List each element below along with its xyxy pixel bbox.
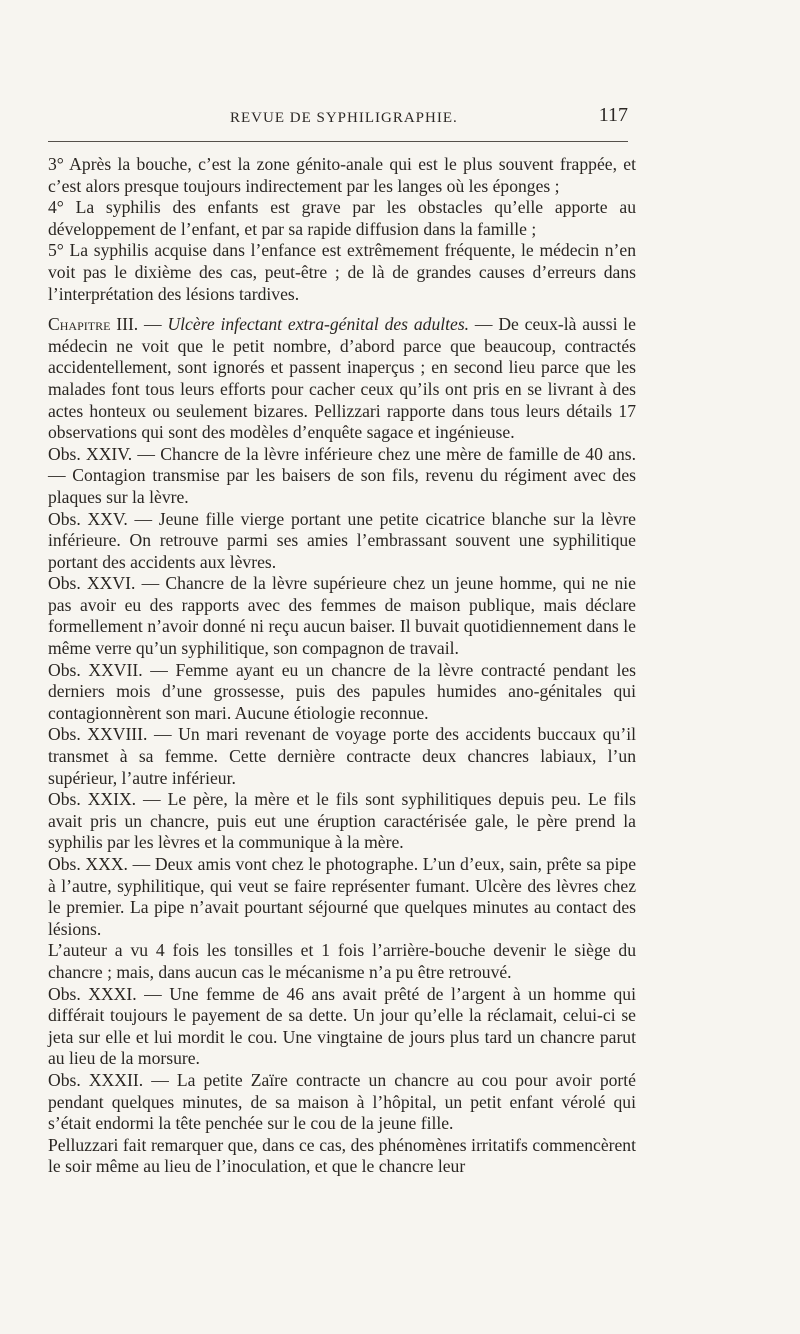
chapter-text: De ceux-là aussi le médecin ne voit que le petit nombre, d’abord parce que beaucoup, contractés accidentellement, sont ignorés et passent inaperçus ; en second lieu parce que les malades font tous leurs efforts pour cacher ceux qu’ils ont pris en se livrant à des actes honteux ou seulement bizares. Pellizzari rapporte dans tous leurs détails 17 observations qui sont des modèles d’enquête sagace et ingénieuse. xyxy=(48,314,636,443)
running-title: REVUE DE SYPHILIGRAPHIE. xyxy=(230,110,458,126)
header-rule xyxy=(48,141,628,142)
chapter-title: Ulcère infectant extra-génital des adultes. xyxy=(167,314,470,335)
observation: Obs. XXV. — Jeune fille vierge portant une petite cicatrice blanche sur la lèvre inférieure. On retrouve parmi ses amies l’embrassant souvent une syphilitique portant des accidents aux lèvres. xyxy=(48,508,636,572)
page-header xyxy=(48,104,628,130)
page-number: 117 xyxy=(598,104,628,126)
chapter-label: Chapitre III. xyxy=(48,314,139,335)
observation: Obs. XXXII. — La petite Zaïre contracte un chancre au cou pour avoir porté pendant quelques minutes, de sa maison à l’hôpital, un petit enfant vérolé qui s’était endormi la tête penchée sur le cou de la jeune fille. xyxy=(48,1069,636,1134)
observation: Obs. XXVIII. — Un mari revenant de voyage porte des accidents buccaux qu’il transmet à sa femme. Cette dernière contracte deux chancres labiaux, l’un supérieur, l’autre inférieur. xyxy=(48,724,636,788)
observation: Obs. XXVII. — Femme ayant eu un chancre de la lèvre contracté pendant les derniers mois d’une grossesse, puis des papules humides ano-génitales qui contagionnèrent son mari. Aucune étiologie reconnue. xyxy=(48,659,636,723)
observation: Obs. XXVI. — Chancre de la lèvre supérieure chez un jeune homme, qui ne nie pas avoir eu des rapports avec des femmes de maison publique, mais déclare formellement n’avoir donné ni reçu aucun baiser. Il buvait quotidiennement dans le même verre qu’un syphilitique, son compagnon de travail. xyxy=(48,573,636,659)
paragraph: 5° La syphilis acquise dans l’enfance est extrêmement fréquente, le médecin n’en voit pas le dixième des cas, peut-être ; de là de grandes causes d’erreurs dans l’interprétation des lésions tardives. xyxy=(48,240,636,304)
observation: Obs. XXXI. — Une femme de 46 ans avait prêté de l’argent à un homme qui différait toujours le payement de sa dette. Un jour qu’elle la réclamait, celui-ci se jeta sur elle et lui mordit le cou. Une vingtaine de jours plus tard un chancre parut au lieu de la morsure. xyxy=(48,983,636,1069)
paragraph: 4° La syphilis des enfants est grave par les obstacles qu’elle apporte au développement de l’enfant, et par sa rapide diffusion dans la famille ; xyxy=(48,197,636,239)
observation: Obs. XXIV. — Chancre de la lèvre inférieure chez une mère de famille de 40 ans. — Contagion transmise par les baisers de son fils, revenu du régiment avec des plaques sur la lèvre. xyxy=(48,443,636,507)
body-text xyxy=(48,154,636,1178)
observation: Obs. XXX. — Deux amis vont chez le photographe. L’un d’eux, sain, prête sa pipe à l’autre, syphilitique, qui veut se faire représenter fumant. Ulcère des lèvres chez le premier. La pipe n’avait pourtant séjourné que quelques minutes au contact des lésions. xyxy=(48,854,636,939)
paragraph: 3° Après la bouche, c’est la zone génito-anale qui est le plus souvent frappée, et c’est alors presque toujours indirectement par les langes où les éponges ; xyxy=(48,154,636,196)
paragraph: Pelluzzari fait remarquer que, dans ce cas, des phénomènes irritatifs commencèrent le soir même au lieu de l’inoculation, et que le chancre leur xyxy=(48,1134,636,1177)
paragraph: L’auteur a vu 4 fois les tonsilles et 1 fois l’arrière-bouche devenir le siège du chancre ; mais, dans aucun cas le mécanisme n’a pu être retrouvé. xyxy=(48,940,636,982)
chapter-paragraph: Chapitre III. — Ulcère infectant extra-génital des adultes. — De ceux-là aussi le médecin ne voit que le petit nombre, d’abord parce que beaucoup, contractés accidentellement, sont ignorés et passent inaperçus ; en second lieu parce que les malades font tous leurs efforts pour cacher ceux qu’ils ont pris en se livrant à des actes honteux ou seulement bizares. Pellizzari rapporte dans tous leurs détails 17 observations qui sont des modèles d’enquête sagace et ingénieuse. xyxy=(48,314,636,443)
observation: Obs. XXIX. — Le père, la mère et le fils sont syphilitiques depuis peu. Le fils avait pris un chancre, puis eut une éruption caractérisée gale, le père prend la syphilis par les lèvres et la communique à la mère. xyxy=(48,789,636,853)
